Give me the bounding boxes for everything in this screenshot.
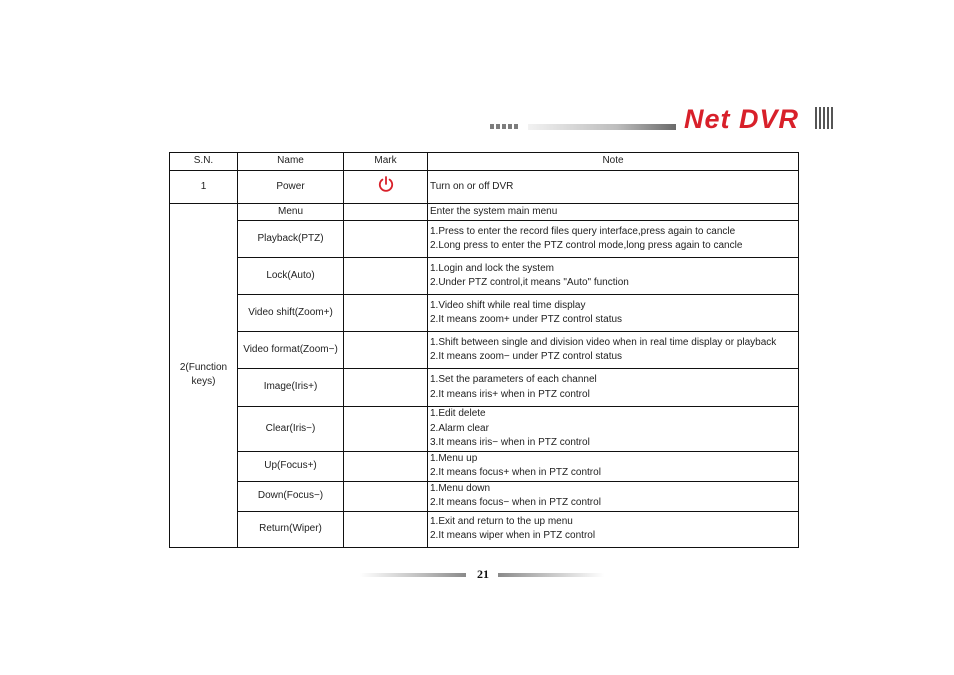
row-name: Lock(Auto): [238, 258, 344, 295]
row-name: Power: [238, 171, 344, 204]
row-name: Up(Focus+): [238, 451, 344, 481]
group-sn-cell: [170, 204, 238, 548]
row-mark: [344, 332, 428, 369]
row-name: Playback(PTZ): [238, 221, 344, 258]
table-row: [170, 481, 799, 511]
row-note: 1.Video shift while real time display 2.It means zoom+ under PTZ control status: [428, 295, 799, 332]
col-header-note: Note: [428, 153, 799, 171]
table-row: [170, 407, 799, 452]
table-row: [170, 511, 799, 547]
row-mark: [344, 221, 428, 258]
row-note: 1.Edit delete 2.Alarm clear 3.It means iris− when in PTZ control: [428, 407, 799, 452]
row-name: Down(Focus−): [238, 481, 344, 511]
row-note: 1.Exit and return to the up menu 2.It means wiper when in PTZ control: [428, 511, 799, 547]
col-header-mark: Mark: [344, 153, 428, 171]
page-title: Net DVR: [684, 104, 800, 134]
header-decor-squares: [490, 124, 518, 130]
row-note: 1.Menu down 2.It means focus− when in PTZ control: [428, 481, 799, 511]
row-mark: [344, 369, 428, 407]
row-note: 1.Shift between single and division video when in real time display or playback 2.It means zoom− under PTZ control status: [428, 332, 799, 369]
row-mark: [344, 481, 428, 511]
row-mark: [344, 407, 428, 452]
table-row: [170, 451, 799, 481]
row-mark: [344, 295, 428, 332]
row-note: 1.Menu up 2.It means focus+ when in PTZ control: [428, 451, 799, 481]
group-sn-line1: 2(Function: [179, 361, 228, 373]
row-note: 1.Set the parameters of each channel 2.It means iris+ when in PTZ control: [428, 369, 799, 407]
row-name: Video format(Zoom−): [238, 332, 344, 369]
row-name: Video shift(Zoom+): [238, 295, 344, 332]
row-note: Enter the system main menu: [428, 204, 799, 221]
row-mark: [344, 204, 428, 221]
row-mark: [344, 451, 428, 481]
footer-gradient-left: [360, 573, 466, 577]
page-number: 21: [477, 567, 489, 581]
table-row: [170, 258, 799, 295]
row-mark: [344, 511, 428, 547]
row-name: Return(Wiper): [238, 511, 344, 547]
function-keys-table: [169, 152, 799, 548]
col-header-sn: S.N.: [170, 153, 238, 171]
row-mark: [344, 258, 428, 295]
header-decor-lines: [815, 107, 833, 129]
table-row: [170, 221, 799, 258]
row-sn: 1: [170, 171, 238, 204]
footer-gradient-right: [498, 573, 604, 577]
col-header-name: Name: [238, 153, 344, 171]
table-row: [170, 171, 799, 204]
row-name: Menu: [238, 204, 344, 221]
table-row: [170, 295, 799, 332]
group-sn-line2: keys): [191, 376, 216, 388]
table-row: [170, 369, 799, 407]
row-note: 1.Login and lock the system 2.Under PTZ control,it means "Auto" function: [428, 258, 799, 295]
table-header-row: [170, 153, 799, 171]
row-name: Clear(Iris−): [238, 407, 344, 452]
table-row: [170, 204, 799, 221]
row-name: Image(Iris+): [238, 369, 344, 407]
row-note: 1.Press to enter the record files query interface,press again to cancle 2.Long press to enter the PTZ control mode,long press again to cancle: [428, 221, 799, 258]
row-note: Turn on or off DVR: [428, 171, 799, 204]
row-mark: [344, 171, 428, 204]
header-gradient-bar: [528, 124, 676, 130]
table-row: [170, 332, 799, 369]
power-icon: [377, 175, 395, 199]
